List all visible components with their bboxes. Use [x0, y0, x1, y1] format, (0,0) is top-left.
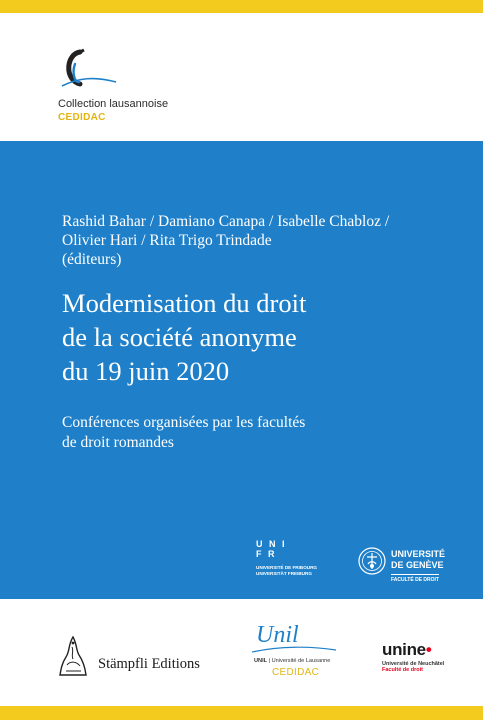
stampfli-logo-icon: [58, 635, 88, 677]
unine-faculty: Faculté de droit: [382, 667, 423, 673]
unifr-logo: [256, 539, 326, 589]
book-subtitle-line: de droit romandes: [62, 434, 174, 451]
editors-block: [62, 212, 472, 269]
unine-dot-icon: •: [425, 640, 432, 659]
cover-panel: [0, 141, 483, 599]
unil-subtitle: UNIL | Université de Lausanne: [254, 658, 331, 664]
editors-line: Rashid Bahar / Damiano Canapa / Isabelle Chabloz /: [62, 213, 390, 230]
publisher-name: Stämpfli Editions: [98, 656, 200, 672]
unige-name: UNIVERSITÉ DE GENÈVE: [391, 549, 446, 570]
collection-label: Collection lausannoise: [58, 98, 169, 110]
unil-swoosh-icon: [250, 644, 338, 656]
bottom-yellow-bar: [0, 706, 483, 720]
unifr-subtitle: UNIVERSITÉ DE FRIBOURG UNIVERSITÄT FREIBURG: [256, 565, 317, 576]
collection-name: CEDIDAC: [58, 112, 106, 123]
cedidac-logo-icon: [58, 46, 118, 94]
book-title: [62, 286, 472, 388]
book-subtitle-line: Conférences organisées par les facultés: [62, 414, 306, 431]
editors-line: (éditeurs): [62, 251, 122, 268]
unil-script-wordmark: Unil: [256, 622, 299, 648]
unige-faculty: FACULTÉ DE DROIT: [391, 574, 439, 583]
unige-seal-icon: [358, 547, 386, 575]
unine-subtitle: Université de Neuchâtel: [382, 661, 445, 667]
book-title-line: Modernisation du droit: [62, 288, 307, 318]
top-yellow-bar: [0, 0, 483, 13]
unine-logo: [382, 640, 472, 680]
unifr-letters: U N I F R: [256, 539, 287, 559]
unil-logo: [250, 622, 360, 682]
book-title-line: de la société anonyme: [62, 322, 297, 352]
unige-logo: [358, 547, 458, 591]
editors-line: Olivier Hari / Rita Trigo Trindade: [62, 232, 272, 249]
book-title-line: du 19 juin 2020: [62, 356, 230, 386]
unine-wordmark: unine•: [382, 640, 432, 659]
book-subtitle: [62, 413, 472, 453]
unil-cedidac: CEDIDAC: [272, 667, 320, 678]
